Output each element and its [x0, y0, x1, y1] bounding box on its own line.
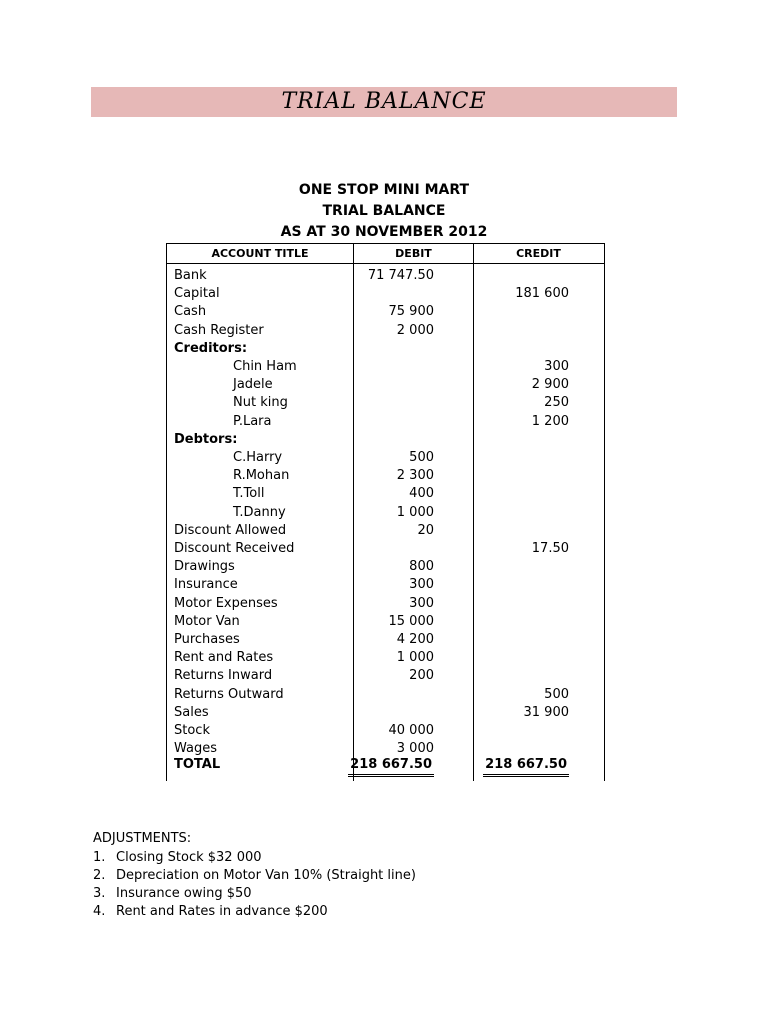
banner-title: TRIAL BALANCE: [281, 89, 487, 114]
header-divider: [167, 263, 604, 264]
account-name: Capital: [174, 286, 220, 302]
account-name: Insurance: [174, 577, 238, 593]
title-banner: [91, 87, 677, 117]
table-row: [167, 485, 604, 503]
debit-amount: 40 000: [388, 723, 434, 738]
table-row: [167, 449, 604, 467]
company-name: ONE STOP MINI MART: [298, 182, 470, 198]
table-row: [167, 376, 604, 394]
table-row: [167, 576, 604, 594]
adjustment-item: [93, 849, 416, 867]
adjustment-text: Insurance owing $50: [116, 886, 252, 901]
credit-amount: 1 200: [531, 413, 569, 429]
table-row: [167, 595, 604, 613]
adjustment-item: [93, 885, 416, 903]
account-name: Discount Received: [174, 541, 295, 556]
table-row: [167, 613, 604, 631]
table-row: [167, 558, 604, 576]
account-name: Creditors:: [174, 340, 248, 356]
table-row: [167, 649, 604, 667]
adjustments-title: ADJUSTMENTS:: [93, 831, 192, 846]
account-name: Motor Expenses: [174, 595, 278, 611]
debit-amount: 1 000: [396, 650, 434, 666]
trial-balance-table: [166, 243, 605, 781]
account-name: Cash Register: [174, 322, 264, 338]
debit-amount: 400: [409, 486, 434, 502]
credit-amount: 17.50: [531, 541, 569, 556]
table-row: [167, 431, 604, 449]
account-name: Motor Van: [174, 613, 240, 629]
account-name: Nut king: [233, 395, 288, 411]
table-row: [167, 340, 604, 358]
credit-amount: 250: [544, 395, 569, 411]
adjustments-list: [93, 849, 416, 921]
account-name: C.Harry: [233, 450, 283, 465]
total-credit: 218 667.50: [483, 756, 569, 777]
credit-amount: 181 600: [515, 286, 569, 302]
adjustment-text: Depreciation on Motor Van 10% (Straight line): [116, 868, 416, 883]
adjustment-number: 4.: [93, 904, 106, 919]
col-header-credit: CREDIT: [516, 247, 561, 260]
account-name: R.Mohan: [233, 468, 290, 484]
account-name: Cash: [174, 304, 207, 320]
total-label: TOTAL: [174, 757, 221, 773]
col-header-debit: DEBIT: [395, 247, 432, 260]
table-row: [167, 686, 604, 704]
account-name: Wages: [174, 741, 218, 757]
table-row: [167, 722, 604, 740]
credit-amount: 300: [544, 359, 569, 374]
table-row: [167, 322, 604, 340]
table-row: [167, 358, 604, 376]
adjustment-number: 2.: [93, 868, 106, 883]
table-row: [167, 631, 604, 649]
debit-amount: 300: [409, 595, 434, 611]
debit-amount: 800: [409, 559, 434, 575]
debit-amount: 2 300: [396, 468, 434, 484]
table-row: [167, 667, 604, 685]
adjustment-number: 3.: [93, 886, 106, 901]
account-name: Discount Allowed: [174, 522, 287, 538]
adjustment-number: 1.: [93, 850, 106, 865]
table-row: [167, 467, 604, 485]
debit-amount: 75 900: [388, 304, 434, 320]
account-name: Bank: [174, 268, 207, 283]
table-row: [167, 413, 604, 431]
document-title: TRIAL BALANCE: [322, 203, 446, 219]
account-name: Purchases: [174, 632, 240, 647]
table-row: [167, 303, 604, 321]
date-line: AS AT 30 NOVEMBER 2012: [280, 224, 488, 240]
debit-amount: 300: [409, 577, 434, 593]
table-row: [167, 394, 604, 412]
account-name: Rent and Rates: [174, 650, 274, 666]
total-debit: 218 667.50: [348, 756, 434, 777]
debit-amount: 71 747.50: [367, 268, 434, 283]
adjustment-text: Closing Stock $32 000: [116, 850, 262, 865]
debit-amount: 15 000: [388, 613, 434, 629]
table-row: [167, 540, 604, 558]
account-name: Chin Ham: [233, 359, 297, 374]
credit-amount: 31 900: [523, 704, 569, 720]
debit-amount: 4 200: [396, 632, 434, 647]
table-row: [167, 704, 604, 722]
col-header-account: ACCOUNT TITLE: [211, 247, 309, 260]
debit-amount: 20: [417, 522, 434, 538]
adjustment-item: [93, 903, 416, 921]
account-name: Returns Outward: [174, 686, 284, 702]
credit-amount: 2 900: [531, 377, 569, 393]
table-row: [167, 267, 604, 285]
table-row: [167, 504, 604, 522]
account-name: Returns Inward: [174, 668, 273, 684]
debit-amount: 2 000: [396, 322, 434, 338]
table-row: [167, 522, 604, 540]
debit-amount: 200: [409, 668, 434, 684]
credit-amount: 500: [544, 686, 569, 702]
debit-amount: 1 000: [396, 504, 434, 520]
account-name: Jadele: [233, 377, 273, 393]
account-name: Drawings: [174, 559, 235, 575]
account-name: Debtors:: [174, 431, 238, 447]
account-name: T.Toll: [233, 486, 265, 502]
account-name: T.Danny: [233, 504, 286, 520]
account-name: Stock: [174, 723, 210, 738]
account-name: Sales: [174, 704, 209, 720]
debit-amount: 500: [409, 450, 434, 465]
total-row: [167, 756, 604, 774]
account-name: P.Lara: [233, 413, 272, 429]
adjustment-text: Rent and Rates in advance $200: [116, 904, 328, 919]
adjustment-item: [93, 867, 416, 885]
debit-amount: 3 000: [396, 741, 434, 757]
table-row: [167, 285, 604, 303]
